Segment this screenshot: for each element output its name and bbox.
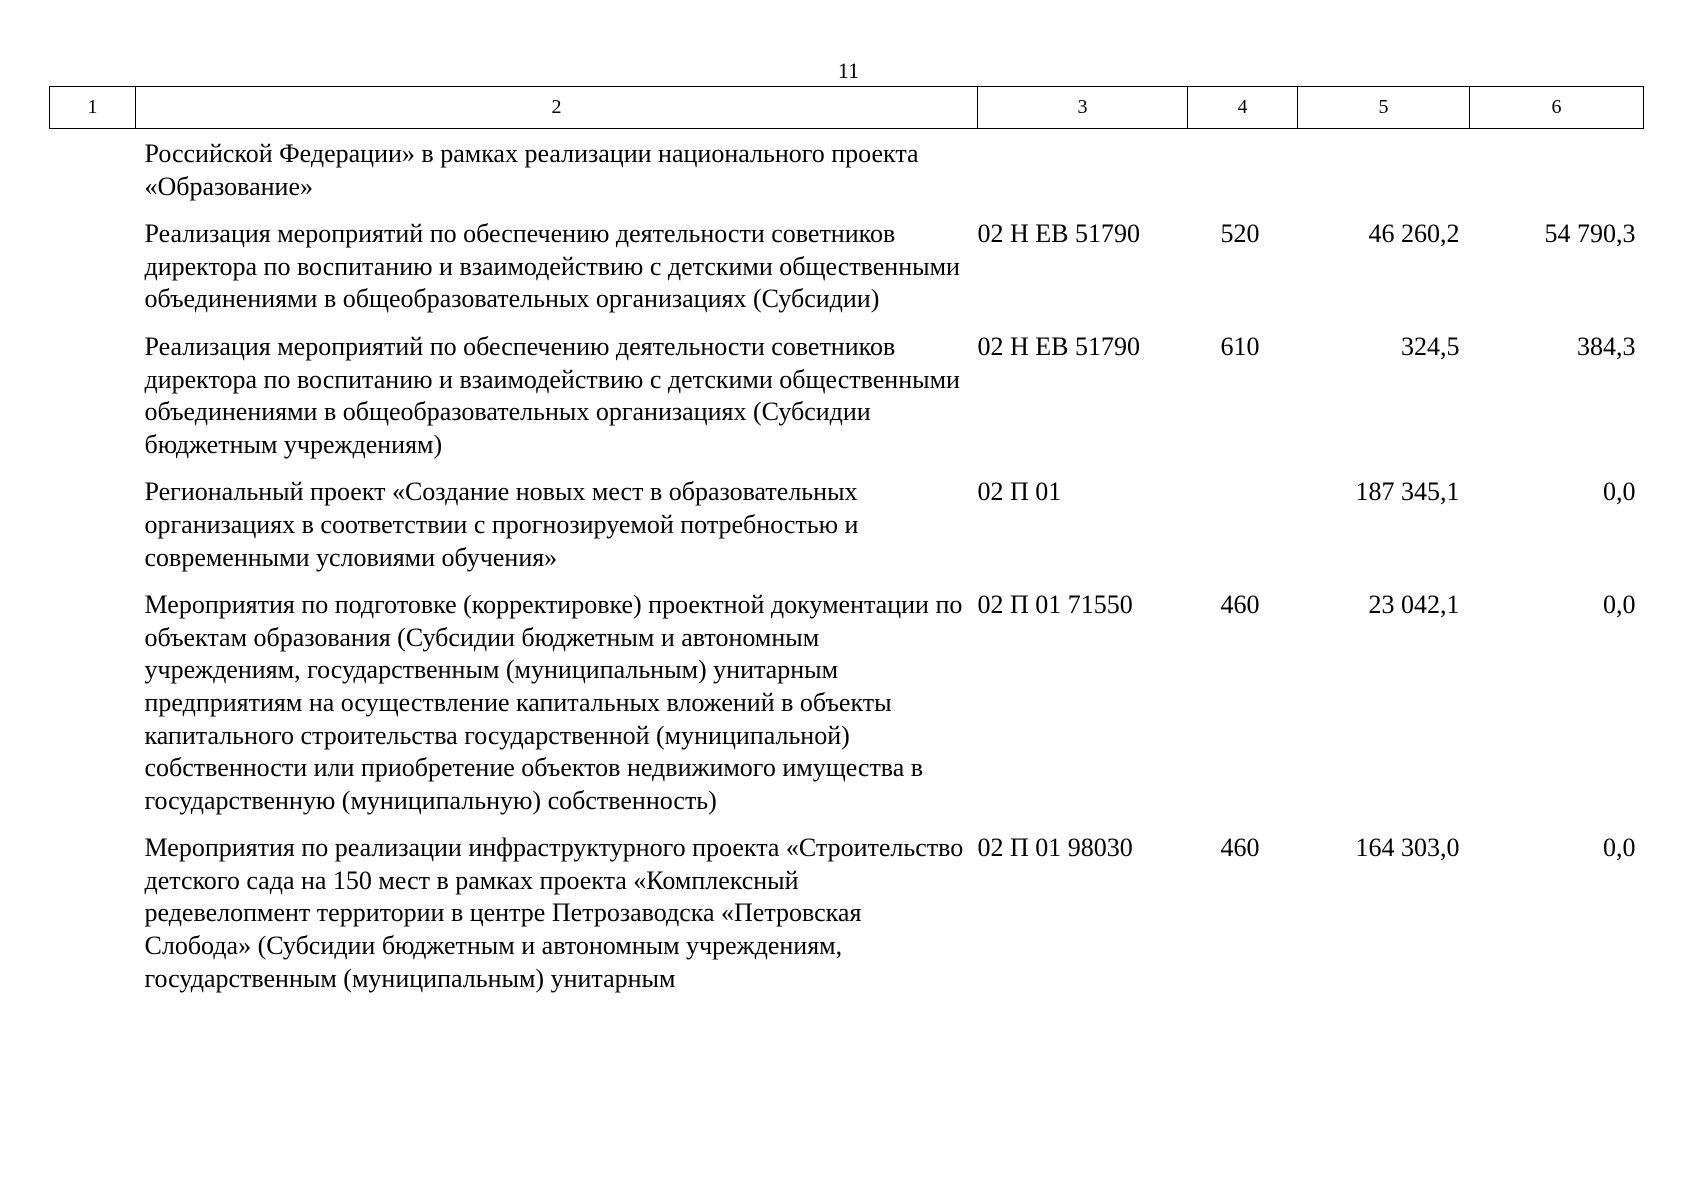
column-header-3: 3: [978, 87, 1188, 129]
row-name: Мероприятия по реализации инфраструктурного проекта «Строительство детского сада на 150 мест в рамках проекта «Комплексный редевелопмент территории в центре Петрозаводска «Петровская Слобода» (Субсидии бюджетным и автономным учреждениям, государственным (муниципальным) унитарным: [144, 833, 964, 993]
column-header-2: 2: [136, 87, 978, 129]
row-expense-type: 460: [1220, 590, 1260, 620]
row-sum-col6: 384,3: [1577, 331, 1636, 361]
table-row: [50, 209, 1644, 322]
row-name: Реализация мероприятий по обеспечению деятельности советников директора по воспитанию и взаимодействию с детскими общественными объединениями в общеобразовательных организациях (Субсидии): [144, 219, 960, 314]
table-row: [50, 823, 1644, 1001]
table-row: [50, 580, 1644, 823]
row-code: [978, 129, 1188, 210]
row-sum-col6: [1470, 129, 1644, 210]
table-header-row: [50, 87, 1644, 129]
row-sum-col6: 0,0: [1603, 477, 1636, 507]
table-row: [50, 129, 1644, 210]
row-sum-col5: 46 260,2: [1368, 219, 1460, 249]
row-expense-type: 460: [1220, 833, 1260, 863]
row-sum-col6: 54 790,3: [1544, 219, 1636, 249]
row-expense-type: 520: [1220, 219, 1260, 249]
column-header-1: 1: [50, 87, 136, 129]
budget-table: [49, 86, 1644, 1001]
row-expense-type: 610: [1220, 331, 1260, 361]
row-sum-col5: [1298, 129, 1470, 210]
column-header-4: 4: [1188, 87, 1298, 129]
row-sum-col6: 0,0: [1603, 590, 1636, 620]
row-expense-type: [1188, 129, 1298, 210]
row-sum-col6: 0,0: [1603, 833, 1636, 863]
row-name: Реализация мероприятий по обеспечению деятельности советников директора по воспитанию и взаимодействию с детскими общественными объединениями в общеобразовательных организациях (Субсидии бюджетным учреждениям): [144, 331, 960, 459]
row-code: 02 Н ЕВ 51790: [977, 219, 1140, 249]
page-number: 11: [837, 58, 860, 83]
row-code: 02 П 01: [977, 477, 1062, 507]
table-row: [50, 467, 1644, 580]
column-header-5: 5: [1298, 87, 1470, 129]
row-code: 02 Н ЕВ 51790: [977, 331, 1140, 361]
row-code: 02 П 01 98030: [977, 833, 1133, 863]
row-name: Региональный проект «Создание новых мест в образовательных организациях в соответствии с прогнозируемой потребностью и современными условиями обучения»: [144, 477, 859, 572]
table-row: [50, 322, 1644, 467]
row-sum-col5: 187 345,1: [1355, 477, 1460, 507]
row-sum-col5: 23 042,1: [1368, 590, 1460, 620]
row-name: Мероприятия по подготовке (корректировке) проектной документации по объектам образования (Субсидии бюджетным и автономным учреждениям, государственным (муниципальным) унитарным предприятиям на осуществление капитальных вложений в объекты капитального строительства государственной (муниципальной) собственности или приобретение объектов недвижимого имущества в государственную (муниципальную) собственность): [144, 590, 963, 815]
column-header-6: 6: [1470, 87, 1644, 129]
row-code: 02 П 01 71550: [977, 590, 1133, 620]
row-sum-col5: 324,5: [1401, 331, 1460, 361]
row-expense-type: [1188, 467, 1298, 580]
row-name: Российской Федерации» в рамках реализации национального проекта «Образование»: [144, 139, 919, 201]
row-sum-col5: 164 303,0: [1355, 833, 1460, 863]
